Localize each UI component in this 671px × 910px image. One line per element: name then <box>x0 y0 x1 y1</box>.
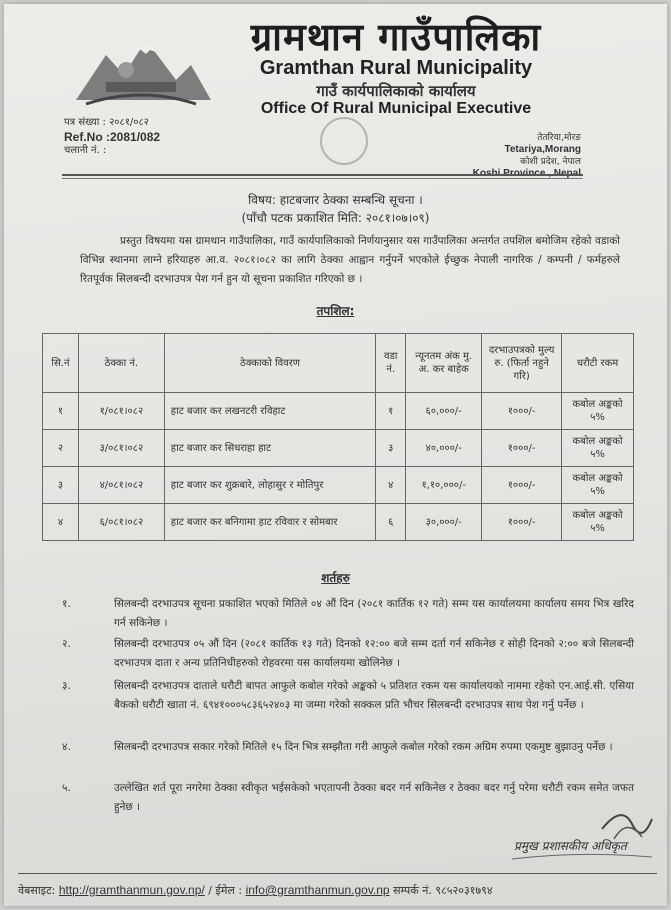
table-cell: १०००/- <box>482 467 562 504</box>
column-header: ठेक्का नं. <box>78 334 164 393</box>
office-title-nepali: गाउँ कार्यपालिकाको कार्यालय <box>316 82 476 100</box>
table-row <box>43 430 634 467</box>
table-cell: हाट बजार कर बनिगामा हाट रविवार र सोमबार <box>164 504 375 541</box>
address-english: Tetariya,Morang <box>504 144 581 155</box>
table-cell: कबोल अङ्कको ५% <box>562 430 634 467</box>
dispatch-number: चलानी नं. : <box>64 145 107 156</box>
website-label: वेबसाइट: <box>18 884 56 897</box>
column-header: धरौटी रकम <box>562 334 634 393</box>
table-cell: हाट बजार कर लखनटरी रविहाट <box>164 393 375 430</box>
condition-text: उल्लेखित शर्त पूरा नगरेमा ठेक्का स्वीकृत भईसकेको भएतापनी ठेक्का बदर गर्न सकिनेछ र ठेक्का बदर गर्नु परेमा धरौटी रकम समेत जफत हुनेछ । <box>114 782 634 813</box>
header-divider-thin <box>62 178 583 179</box>
letter-number: पत्र संख्या : २०८१/०८२ <box>64 117 149 128</box>
contact-number: ९८५२०३१७९४ <box>435 884 493 897</box>
condition-text: सिलबन्दी दरभाउपत्र सूचना प्रकाशित भएको मितिले ०४ औं दिन (२०८१ कार्तिक १२ गते) सम्म यस कार्यालयमा कार्यालय समय भित्र खरिद गर्न सकिनेछ । <box>114 598 634 629</box>
table-cell: १०००/- <box>482 504 562 541</box>
address-nepali: तेतरिया,मोरङ <box>537 133 581 143</box>
municipality-title-nepali: ग्रामथान गाउँपालिका <box>250 15 542 59</box>
stamp-seal-icon <box>320 117 368 165</box>
table-cell: ६०,०००/- <box>406 393 482 430</box>
notice-subject: विषय: हाटबजार ठेक्का सम्बन्धि सूचना । <box>248 193 423 207</box>
table-cell: १,१०,०००/- <box>406 467 482 504</box>
condition-item <box>62 595 634 633</box>
website-link[interactable]: http://gramthanmun.gov.np/ <box>58 883 205 897</box>
municipality-title-english: Gramthan Rural Municipality <box>259 57 533 79</box>
notice-page <box>4 4 667 906</box>
intro-paragraph: प्रस्तुत विषयमा यस ग्रामथान गाउँपालिका, गाउँ कार्यपालिकाको निर्णयानुसार यस गाउँपालिका अन्तर्गत तपशिल बमोजिम रहेको वडाको विभिन्न स्थानमा लाग्ने हरियाहरु आ.व. २०८१।०८२ का लागि ठेक्का आह्वान गर्नुपर्ने भएकोले ईच्छुक नेपाली नागरिक / कम्पनी / फर्महरुले रितपूर्वक सिलबन्दी दरभाउपत्र पेश गर्न हुन यो सूचना प्रकाशित गरिएको छ । <box>80 235 620 285</box>
signature-icon <box>502 799 662 869</box>
table-cell: ३/०८१।०८२ <box>78 430 164 467</box>
table-cell: ४०,०००/- <box>406 430 482 467</box>
province-nepali: कोशी प्रदेश, नेपाल <box>520 157 581 167</box>
condition-text: सिलबन्दी दरभाउपत्र सकार गरेको मितिले १५ दिन भित्र सम्झौता गरी आफुले कबोल गरेको रकम अग्रिम रुपमा एकमुष्ट बुझाउनु पर्नेछ । <box>114 741 613 753</box>
column-header: न्यूनतम अंक मु. अ. कर बाहेक <box>406 334 482 393</box>
header-divider <box>62 174 583 176</box>
table-cell: हाट बजार कर सिधराहा हाट <box>164 430 375 467</box>
table-row <box>43 393 634 430</box>
ref-number: Ref.No :2081/082 <box>64 130 161 144</box>
footer-divider <box>18 873 657 874</box>
table-cell: १०००/- <box>482 393 562 430</box>
signatory-title: प्रमुख प्रशासकीय अधिकृत <box>514 839 627 853</box>
column-header: सि.नं <box>43 334 79 393</box>
condition-item <box>62 738 634 757</box>
table-row <box>43 467 634 504</box>
condition-text: सिलबन्दी दरभाउपत्र दाताले धरौटी बापत आफुले कबोल गरेको अङ्कको ५ प्रतिशत रकम यस कार्यालयको नाममा रहेको एन.आई.सी. एसिया बैकको धरौटी खाता नं. ६९४१०००५८३६५२४०३ मा जम्मा गरेको सक्कल प्रति भौचर सिलबन्दी दरभाउपत्र साथ पेश गर्नु पर्नेछ । <box>114 680 634 711</box>
condition-number: १. <box>62 598 71 610</box>
table-cell: ३०,०००/- <box>406 504 482 541</box>
condition-text: सिलबन्दी दरभाउपत्र ०५ औं दिन (२०८१ कार्तिक १३ गते) दिनको १२:०० बजे सम्म दर्ता गर्न सकिनेछ र सोही दिनको २:०० बजे सिलबन्दी दरभाउपत्र दाता र अन्य प्रतिनिधीहरुको रोहवरमा यस कार्यालयमा खोलिनेछ । <box>114 638 634 669</box>
table-cell: ४ <box>43 504 79 541</box>
publication-date: (पाँचौ पटक प्रकाशित मिति: २०८१।०७।०९) <box>241 211 430 225</box>
condition-item <box>62 677 634 715</box>
table-cell: ४ <box>376 467 406 504</box>
tender-table <box>42 333 634 541</box>
column-header: वडा नं. <box>376 334 406 393</box>
address-block <box>473 132 581 180</box>
condition-number: ५. <box>62 782 71 794</box>
table-cell: कबोल अङ्कको ५% <box>562 393 634 430</box>
office-title-english: Office Of Rural Municipal Executive <box>260 100 532 117</box>
table-cell: १ <box>43 393 79 430</box>
condition-number: ३. <box>62 680 71 692</box>
reference-block <box>64 116 160 158</box>
table-header-row <box>43 334 634 393</box>
email-label: ईमेल : <box>215 884 243 897</box>
table-cell: २ <box>43 430 79 467</box>
column-header: दरभाउपत्रको मुल्य रु. (फिर्ता नहुने गरि) <box>482 334 562 393</box>
province-english: Koshi Province , Nepal <box>472 168 581 179</box>
condition-number: २. <box>62 638 71 650</box>
table-cell: १/०८१।०८२ <box>78 393 164 430</box>
condition-number: ४. <box>62 741 71 753</box>
contact-label: सम्पर्क नं. <box>393 884 432 897</box>
table-cell: ६/०८१।०८२ <box>78 504 164 541</box>
table-cell: कबोल अङ्कको ५% <box>562 504 634 541</box>
email-link[interactable]: info@gramthanmun.gov.np <box>245 883 390 897</box>
table-cell: ४/०८१।०८२ <box>78 467 164 504</box>
condition-item <box>62 635 634 673</box>
table-cell: ६ <box>376 504 406 541</box>
footer: वेबसाइट: http://gramthanmun.gov.np/ / ईमेल : info@gramthanmun.gov.np सम्पर्क नं. ९८५२०३१७९४ <box>18 883 493 897</box>
table-row <box>43 504 634 541</box>
table-cell: हाट बजार कर शुक्रबारे, लोहासुर र मोतिपुर <box>164 467 375 504</box>
table-cell: ३ <box>43 467 79 504</box>
conditions-heading: शर्तहरु <box>321 571 350 585</box>
table-cell: कबोल अङ्कको ५% <box>562 467 634 504</box>
municipality-logo-icon <box>66 20 216 110</box>
table-cell: ३ <box>376 430 406 467</box>
table-cell: १ <box>376 393 406 430</box>
details-heading: तपशिल: <box>316 304 355 318</box>
column-header: ठेक्काको विवरण <box>164 334 375 393</box>
table-cell: १०००/- <box>482 430 562 467</box>
